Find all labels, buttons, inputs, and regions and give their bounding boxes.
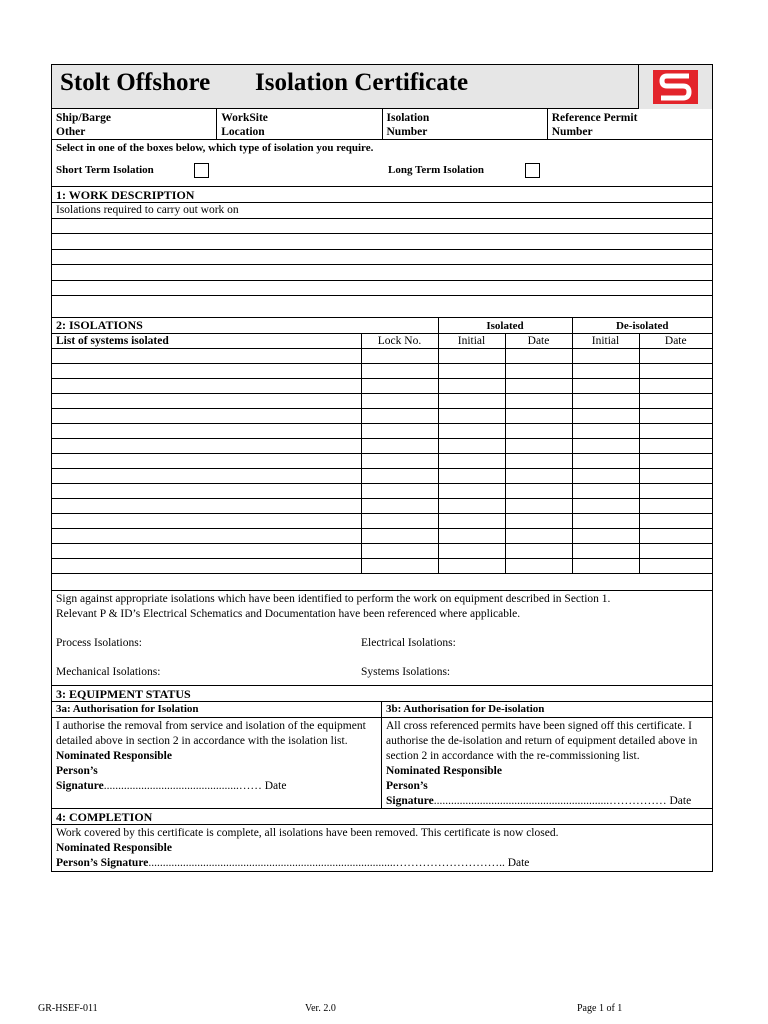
lock-cell[interactable] xyxy=(361,409,438,424)
persons-label: Person’s xyxy=(56,765,98,777)
isolations-spacer-row xyxy=(52,574,712,591)
lock-cell[interactable] xyxy=(361,544,438,559)
isolated-date-cell[interactable] xyxy=(505,379,572,394)
deisolated-date-cell[interactable] xyxy=(639,529,712,544)
col-initial2-header: Initial xyxy=(572,334,639,349)
isolated-date-cell[interactable] xyxy=(505,424,572,439)
isolated-date-cell[interactable] xyxy=(505,409,572,424)
isolation-row xyxy=(52,559,712,574)
col-date-header: Date xyxy=(505,334,572,349)
isolated-date-cell[interactable] xyxy=(505,454,572,469)
isolated-date-cell[interactable] xyxy=(505,349,572,364)
deisolated-initial-cell[interactable] xyxy=(572,484,639,499)
col-date2-header: Date xyxy=(639,334,712,349)
isolations-heading: 2: ISOLATIONS xyxy=(52,318,438,334)
mechanical-isolations-label: Mechanical Isolations: xyxy=(56,666,161,678)
system-cell[interactable] xyxy=(52,424,361,439)
work-description-line[interactable] xyxy=(52,296,712,318)
nominated-label: Nominated Responsible xyxy=(56,750,172,762)
form-title: Isolation Certificate xyxy=(255,69,469,96)
deisolated-initial-cell[interactable] xyxy=(572,514,639,529)
signature-line[interactable]: ...............................................…… xyxy=(103,780,262,792)
long-term-label: Long Term Isolation xyxy=(388,164,484,176)
deisolated-date-cell[interactable] xyxy=(639,439,712,454)
isolated-initial-cell[interactable] xyxy=(438,379,505,394)
lock-cell[interactable] xyxy=(361,364,438,379)
isolation-row xyxy=(52,454,712,469)
deisolated-initial-cell[interactable] xyxy=(572,379,639,394)
isolated-date-cell[interactable] xyxy=(505,439,572,454)
deisolated-date-cell[interactable] xyxy=(639,514,712,529)
work-description-line[interactable] xyxy=(52,250,712,266)
lock-cell[interactable] xyxy=(361,424,438,439)
isolated-initial-cell[interactable] xyxy=(438,529,505,544)
system-cell[interactable] xyxy=(52,499,361,514)
isolated-initial-cell[interactable] xyxy=(438,364,505,379)
auth-deisolation-heading: 3b: Authorisation for De-isolation xyxy=(386,703,545,715)
system-cell[interactable] xyxy=(52,364,361,379)
auth-isolation-heading: 3a: Authorisation for Isolation xyxy=(52,702,382,717)
isolated-date-cell[interactable] xyxy=(505,469,572,484)
completion-signature-line[interactable]: ......................................................................................……………………….. xyxy=(148,857,505,869)
isolation-row xyxy=(52,514,712,529)
isolations-section xyxy=(52,318,712,591)
work-description-line[interactable]: Isolations required to carry out work on xyxy=(52,203,712,219)
short-term-checkbox[interactable] xyxy=(194,163,209,178)
isolated-date-cell[interactable] xyxy=(505,514,572,529)
work-description-heading: 1: WORK DESCRIPTION xyxy=(52,187,712,203)
isolated-initial-cell[interactable] xyxy=(438,439,505,454)
electrical-isolations-label: Electrical Isolations: xyxy=(361,637,456,649)
lock-cell[interactable] xyxy=(361,349,438,364)
lock-cell[interactable] xyxy=(361,469,438,484)
isolated-date-cell[interactable] xyxy=(505,499,572,514)
work-description-line[interactable] xyxy=(52,219,712,235)
isolation-row xyxy=(52,499,712,514)
date-label: Date xyxy=(264,780,287,792)
isolated-initial-cell[interactable] xyxy=(438,559,505,574)
equipment-status-heading: 3: EQUIPMENT STATUS xyxy=(52,686,712,702)
deisolated-initial-cell[interactable] xyxy=(572,409,639,424)
signature-label: Signature xyxy=(56,780,104,792)
deisolated-date-cell[interactable] xyxy=(639,364,712,379)
lock-cell[interactable] xyxy=(361,439,438,454)
isolation-type-row xyxy=(52,140,712,187)
deisolated-date-cell[interactable] xyxy=(639,394,712,409)
completion-text: Work covered by this certificate is complete, all isolations have been removed. This certificate is now closed. xyxy=(56,827,559,839)
deisolated-date-cell[interactable] xyxy=(639,424,712,439)
isolated-date-cell[interactable] xyxy=(505,544,572,559)
isolation-row xyxy=(52,484,712,499)
isolation-row xyxy=(52,424,712,439)
completion-nominated-label: Nominated Responsible xyxy=(56,842,172,854)
isolation-row xyxy=(52,364,712,379)
sign-note-section xyxy=(52,591,712,686)
process-isolations-label: Process Isolations: xyxy=(56,637,142,649)
reference-permit-cell[interactable]: Reference Permit Number xyxy=(551,112,638,138)
isolated-date-cell[interactable] xyxy=(505,364,572,379)
deisolated-initial-cell[interactable] xyxy=(572,454,639,469)
isolation-certificate-form xyxy=(51,64,713,872)
signature-line[interactable]: .............................................................…………… xyxy=(433,795,667,807)
select-instruction: Select in one of the boxes below, which type of isolation you require. xyxy=(56,142,374,154)
lock-cell[interactable] xyxy=(361,499,438,514)
deisolated-initial-cell[interactable] xyxy=(572,364,639,379)
isolated-initial-cell[interactable] xyxy=(438,484,505,499)
lock-cell[interactable] xyxy=(361,559,438,574)
deisolated-date-cell[interactable] xyxy=(639,544,712,559)
deisolated-initial-cell[interactable] xyxy=(572,424,639,439)
completion-heading: 4: COMPLETION xyxy=(52,809,712,825)
doc-id: GR-HSEF-011 xyxy=(38,1003,98,1014)
isolation-row xyxy=(52,409,712,424)
completion-date-label: Date xyxy=(507,857,530,869)
deisolated-initial-cell[interactable] xyxy=(572,529,639,544)
system-cell[interactable] xyxy=(52,394,361,409)
col-lock-header: Lock No. xyxy=(361,334,438,349)
auth-deisolation-text: All cross referenced permits have been signed off this certificate. I authorise the de-isolation and return of equipment detailed above in section 2 in accordance with the re-commissioning list. xyxy=(386,720,698,762)
lock-cell[interactable] xyxy=(361,529,438,544)
work-description-line[interactable] xyxy=(52,265,712,281)
deisolated-initial-cell[interactable] xyxy=(572,499,639,514)
deisolated-date-cell[interactable] xyxy=(639,484,712,499)
date-label: Date xyxy=(669,795,692,807)
systems-isolations-label: Systems Isolations: xyxy=(361,666,451,678)
isolated-initial-cell[interactable] xyxy=(438,349,505,364)
worksite-cell[interactable]: WorkSite Location xyxy=(217,109,382,139)
authorisation-headings xyxy=(52,702,712,718)
deisolated-date-cell[interactable] xyxy=(639,559,712,574)
lock-cell[interactable] xyxy=(361,514,438,529)
deisolated-date-cell[interactable] xyxy=(639,349,712,364)
lock-cell[interactable] xyxy=(361,454,438,469)
system-cell[interactable] xyxy=(52,559,361,574)
lock-cell[interactable] xyxy=(361,394,438,409)
deisolated-initial-cell[interactable] xyxy=(572,439,639,454)
work-description-line[interactable] xyxy=(52,234,712,250)
deisolated-initial-cell[interactable] xyxy=(572,544,639,559)
page-number: Page 1 of 1 xyxy=(577,1003,623,1014)
isolated-date-cell[interactable] xyxy=(505,394,572,409)
isolated-initial-cell[interactable] xyxy=(438,499,505,514)
logo-cell xyxy=(638,65,712,109)
deisolated-date-cell[interactable] xyxy=(639,499,712,514)
system-cell[interactable] xyxy=(52,469,361,484)
deisolated-date-cell[interactable] xyxy=(639,469,712,484)
deisolated-date-cell[interactable] xyxy=(639,409,712,424)
system-cell[interactable] xyxy=(52,454,361,469)
isolated-initial-cell[interactable] xyxy=(438,469,505,484)
system-cell[interactable] xyxy=(52,409,361,424)
short-term-label: Short Term Isolation xyxy=(56,164,154,176)
isolations-table xyxy=(52,318,712,591)
auth-isolation-text: I authorise the removal from service and isolation of the equipment detailed above in section 2 in accordance with the isolation list. xyxy=(56,720,366,747)
isolation-row xyxy=(52,544,712,559)
ship-barge-cell[interactable]: Ship/Barge Other xyxy=(52,109,217,139)
system-cell[interactable] xyxy=(52,544,361,559)
lock-cell[interactable] xyxy=(361,379,438,394)
system-cell[interactable] xyxy=(52,484,361,499)
sign-note-line1: Sign against appropriate isolations which have been identified to perform the work on equipment described in Section 1. xyxy=(56,593,611,605)
col-list-header: List of systems isolated xyxy=(52,334,361,349)
isolation-row xyxy=(52,469,712,484)
isolated-date-cell[interactable] xyxy=(505,559,572,574)
work-description-line[interactable] xyxy=(52,281,712,297)
system-cell[interactable] xyxy=(52,349,361,364)
isolation-number-cell[interactable]: Isolation Number xyxy=(383,109,548,139)
deisolated-date-cell[interactable] xyxy=(639,379,712,394)
completion-signature-label: Person’s Signature xyxy=(56,857,149,869)
deisolated-date-cell[interactable] xyxy=(639,454,712,469)
isolated-date-cell[interactable] xyxy=(505,484,572,499)
isolation-row xyxy=(52,529,712,544)
deisolated-heading: De-isolated xyxy=(572,318,712,334)
sign-note-line2: Relevant P & ID’s Electrical Schematics and Documentation have been referenced where applicable. xyxy=(56,608,521,620)
completion-block[interactable] xyxy=(52,825,712,871)
signature-label: Signature xyxy=(386,795,434,807)
isolated-heading: Isolated xyxy=(438,318,572,334)
isolation-row xyxy=(52,394,712,409)
col-initial-header: Initial xyxy=(438,334,505,349)
lock-cell[interactable] xyxy=(361,484,438,499)
long-term-checkbox[interactable] xyxy=(525,163,540,178)
system-cell[interactable] xyxy=(52,439,361,454)
stolt-s-logo-icon xyxy=(653,70,698,104)
authorisation-body xyxy=(52,718,712,809)
system-cell[interactable] xyxy=(52,514,361,529)
isolated-date-cell[interactable] xyxy=(505,529,572,544)
isolation-row xyxy=(52,379,712,394)
isolated-initial-cell[interactable] xyxy=(438,409,505,424)
info-row xyxy=(52,109,712,140)
persons-label: Person’s xyxy=(386,780,428,792)
isolated-initial-cell[interactable] xyxy=(438,394,505,409)
isolated-initial-cell[interactable] xyxy=(438,454,505,469)
nominated-label: Nominated Responsible xyxy=(386,765,502,777)
isolated-initial-cell[interactable] xyxy=(438,424,505,439)
doc-version: Ver. 2.0 xyxy=(305,1003,336,1014)
isolated-initial-cell[interactable] xyxy=(438,544,505,559)
form-header xyxy=(52,65,712,109)
isolated-initial-cell[interactable] xyxy=(438,514,505,529)
auth-isolation-block[interactable] xyxy=(52,718,382,808)
system-cell[interactable] xyxy=(52,529,361,544)
deisolated-initial-cell[interactable] xyxy=(572,349,639,364)
isolation-row xyxy=(52,439,712,454)
auth-deisolation-block[interactable] xyxy=(382,718,712,808)
deisolated-initial-cell[interactable] xyxy=(572,559,639,574)
deisolated-initial-cell[interactable] xyxy=(572,469,639,484)
company-name: Stolt Offshore xyxy=(60,69,211,96)
system-cell[interactable] xyxy=(52,379,361,394)
deisolated-initial-cell[interactable] xyxy=(572,394,639,409)
isolation-row xyxy=(52,349,712,364)
